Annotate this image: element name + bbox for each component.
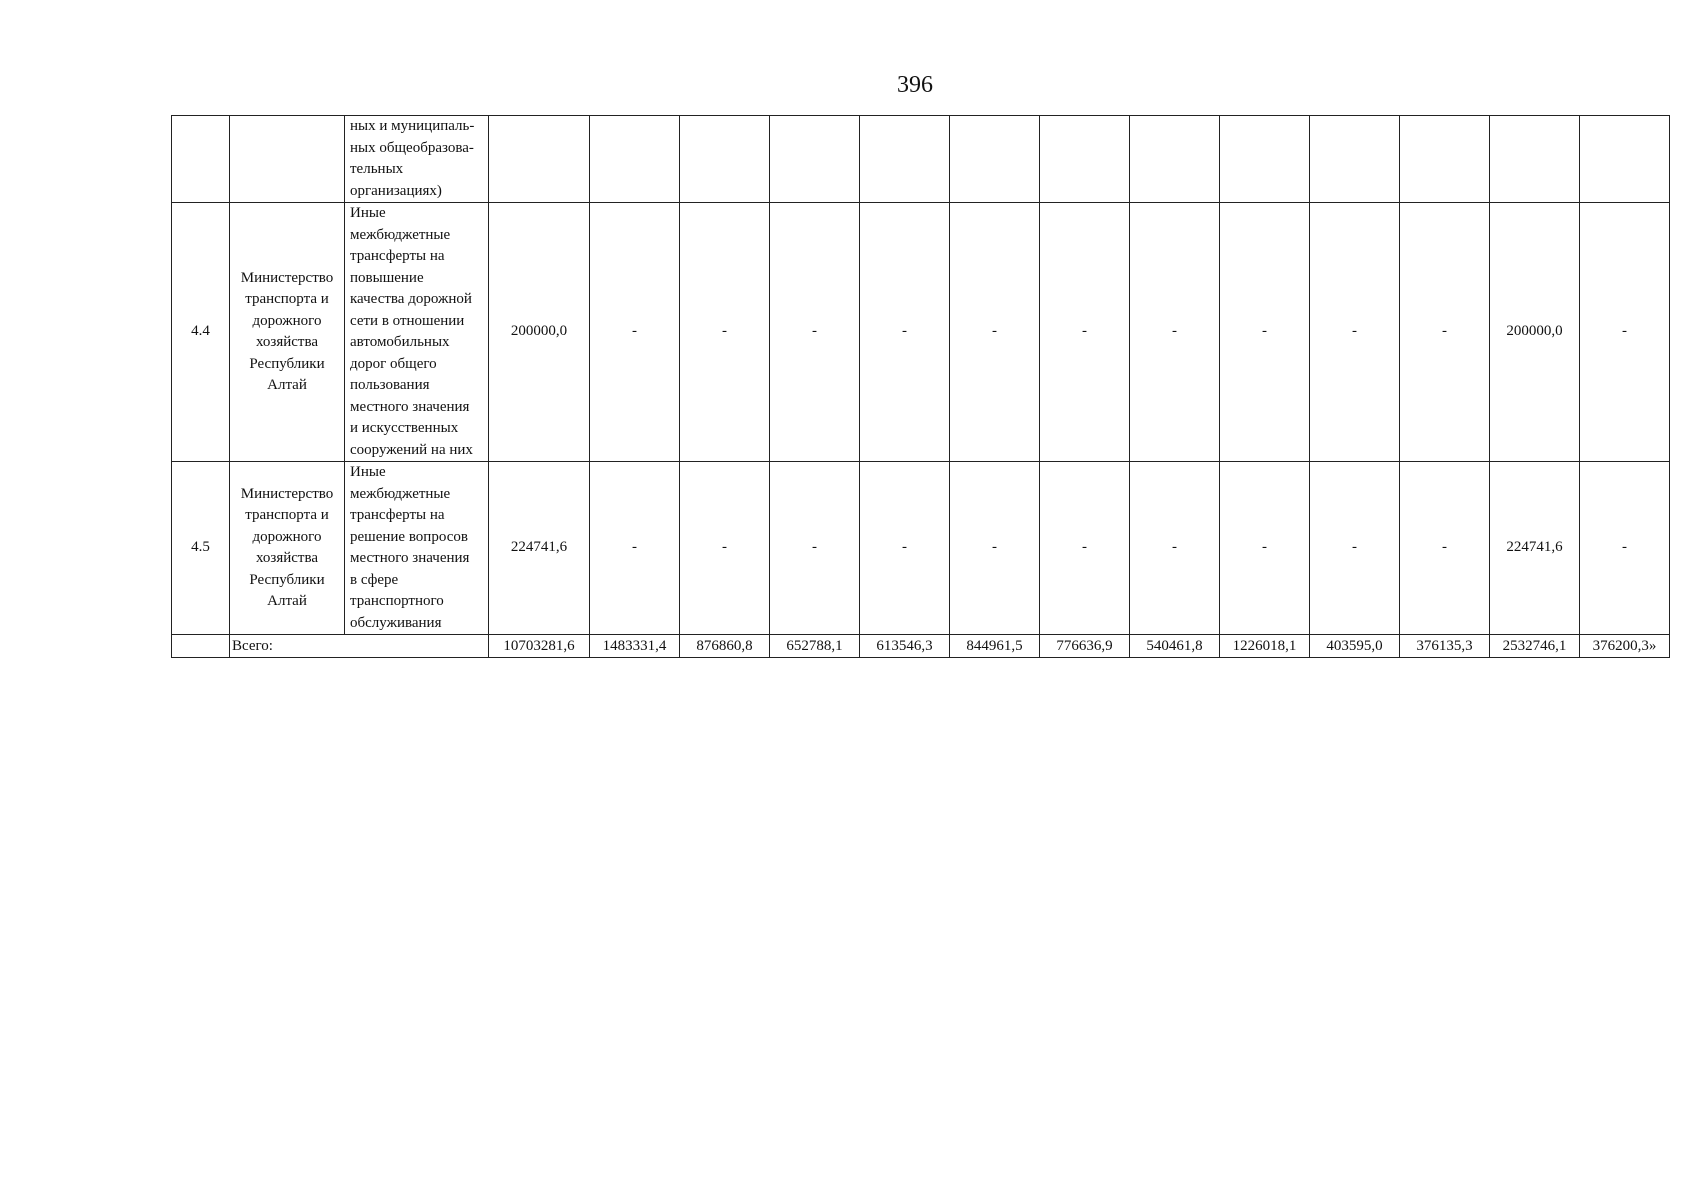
value-cell [1220, 116, 1310, 203]
description-cell [345, 203, 489, 462]
total-value-cell: 613546,3 [860, 635, 950, 658]
value-cell: - [1580, 203, 1670, 462]
department-line: Республики [249, 571, 325, 588]
description-line: обслуживания [350, 614, 442, 631]
value-cell [590, 116, 680, 203]
value-cell: 200000,0 [489, 203, 590, 462]
value-cell [1490, 116, 1580, 203]
total-value-cell: 776636,9 [1040, 635, 1130, 658]
department-line: Республики [249, 355, 325, 372]
value-cell: - [680, 203, 770, 462]
department-cell [230, 462, 345, 635]
value-cell [770, 116, 860, 203]
total-row [172, 635, 1670, 658]
description-line: ных и муниципаль- [350, 118, 475, 134]
value-cell: 200000,0 [1490, 203, 1580, 462]
description-line: качества дорожной [350, 291, 472, 307]
row-number-cell [172, 116, 230, 203]
total-number-cell [172, 635, 230, 658]
value-cell: - [860, 462, 950, 635]
department-line: дорожного [252, 312, 322, 329]
department-line: Алтай [267, 377, 307, 393]
value-cell: - [1310, 462, 1400, 635]
department-line: Алтай [267, 593, 307, 609]
value-cell: - [1130, 203, 1220, 462]
description-line: Иные [350, 205, 386, 221]
description-line: сети в отношении [350, 312, 465, 329]
value-cell: 224741,6 [1490, 462, 1580, 635]
description-line: межбюджетные [350, 226, 451, 243]
value-cell: - [1580, 462, 1670, 635]
total-value-cell: 376135,3 [1400, 635, 1490, 658]
description-line: сооружений на них [350, 441, 473, 458]
department-line: транспорта и [245, 291, 329, 307]
value-cell: - [950, 203, 1040, 462]
value-cell: - [770, 203, 860, 462]
description-line: и искусственных [350, 420, 459, 436]
description-line: трансферты на [350, 507, 445, 523]
total-value-cell: 540461,8 [1130, 635, 1220, 658]
description-line: повышение [350, 269, 424, 286]
value-cell: - [770, 462, 860, 635]
total-value-cell: 403595,0 [1310, 635, 1400, 658]
total-value-cell: 376200,3» [1580, 635, 1670, 658]
department-cell [230, 203, 345, 462]
department-line: Министерство [240, 485, 334, 502]
value-cell [489, 116, 590, 203]
value-cell [1130, 116, 1220, 203]
total-value-cell: 844961,5 [950, 635, 1040, 658]
value-cell: - [1040, 462, 1130, 635]
description-line: тельных [350, 161, 404, 177]
value-cell: - [1220, 462, 1310, 635]
value-cell [860, 116, 950, 203]
row-number-cell: 4.4 [172, 203, 230, 462]
value-cell: - [860, 203, 950, 462]
value-cell: - [680, 462, 770, 635]
total-value-cell: 2532746,1 [1490, 635, 1580, 658]
description-line: ных общеобразова- [350, 139, 474, 156]
value-cell [1400, 116, 1490, 203]
value-cell: - [1310, 203, 1400, 462]
table-row [172, 203, 1670, 462]
department-line: транспорта и [245, 507, 329, 523]
table-row [172, 462, 1670, 635]
value-cell: - [1130, 462, 1220, 635]
description-line: в сфере [350, 571, 399, 588]
department-line: хозяйства [255, 334, 319, 350]
department-cell [230, 116, 345, 203]
value-cell [680, 116, 770, 203]
description-line: местного значения [350, 398, 470, 415]
description-line: автомобильных [350, 334, 450, 350]
value-cell: - [950, 462, 1040, 635]
description-line: организациях) [350, 182, 442, 199]
description-cell [345, 462, 489, 635]
description-line: трансферты на [350, 248, 445, 264]
value-cell: - [1400, 203, 1490, 462]
description-line: дорог общего [350, 355, 437, 372]
total-label: Всего: [230, 635, 489, 658]
description-line: местного значения [350, 550, 470, 566]
value-cell [1040, 116, 1130, 203]
value-cell: - [1400, 462, 1490, 635]
total-value-cell: 1226018,1 [1220, 635, 1310, 658]
row-number-cell: 4.5 [172, 462, 230, 635]
value-cell [1580, 116, 1670, 203]
total-value-cell: 1483331,4 [590, 635, 680, 658]
description-line: межбюджетные [350, 485, 451, 502]
description-line: Иные [350, 464, 386, 480]
value-cell: - [590, 462, 680, 635]
table-row [172, 116, 1670, 203]
description-cell [345, 116, 489, 203]
department-line: хозяйства [255, 550, 319, 566]
description-line: решение вопросов [350, 528, 468, 545]
total-value-cell: 876860,8 [680, 635, 770, 658]
value-cell [950, 116, 1040, 203]
page-number: 396 [897, 72, 933, 98]
value-cell [1310, 116, 1400, 203]
description-line: пользования [350, 377, 430, 393]
value-cell: - [1040, 203, 1130, 462]
department-line: дорожного [252, 528, 322, 545]
total-value-cell: 652788,1 [770, 635, 860, 658]
value-cell: 224741,6 [489, 462, 590, 635]
department-line: Министерство [240, 269, 334, 286]
total-value-cell: 10703281,6 [489, 635, 590, 658]
description-line: транспортного [350, 593, 444, 609]
value-cell: - [1220, 203, 1310, 462]
value-cell: - [590, 203, 680, 462]
budget-table [171, 115, 1670, 658]
